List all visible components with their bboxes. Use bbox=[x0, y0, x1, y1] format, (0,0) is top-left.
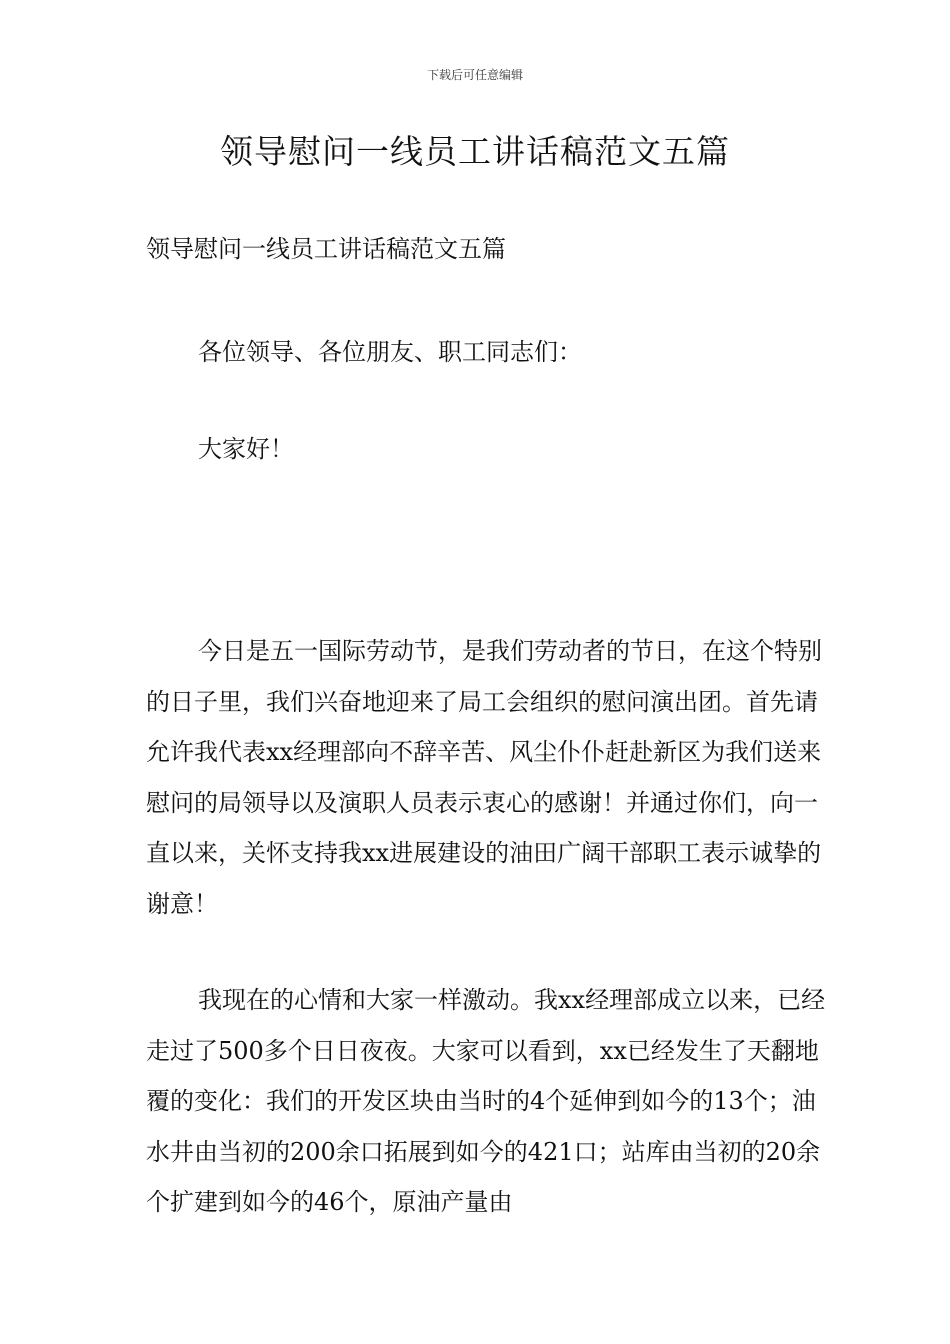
greeting: 大家好！ bbox=[198, 435, 294, 463]
salutation: 各位领导、各位朋友、职工同志们： bbox=[198, 338, 582, 366]
paragraph-2: 我现在的心情和大家一样激动。我xx经理部成立以来，已经走过了500多个日日夜夜。大家可以看到，xx已经发生了天翻地覆的变化：我们的开发区块由当时的4个延伸到如今的13个；油水井由当初的200余口拓展到如今的421口；站库由当初的20余个扩建到如今的46个，原油产量由 bbox=[146, 986, 826, 1216]
header-note: 下载后可任意编辑 bbox=[426, 68, 523, 82]
paragraph-1: 今日是五一国际劳动节，是我们劳动者的节日，在这个特别的日子里，我们兴奋地迎来了局工会组织的慰问演出团。首先请允许我代表xx经理部向不辞辛苦、风尘仆仆赶赴新区为我们送来慰问的局领导以及演职人员表示衷心的感谢！并通过你们，向一直以来，关怀支持我xx进展建设的油田广阔干部职工表示诚挚的谢意！ bbox=[146, 637, 822, 918]
document-subtitle: 领导慰问一线员工讲话稿范文五篇 bbox=[146, 235, 506, 263]
document-title: 领导慰问一线员工讲话稿范文五篇 bbox=[220, 132, 730, 171]
